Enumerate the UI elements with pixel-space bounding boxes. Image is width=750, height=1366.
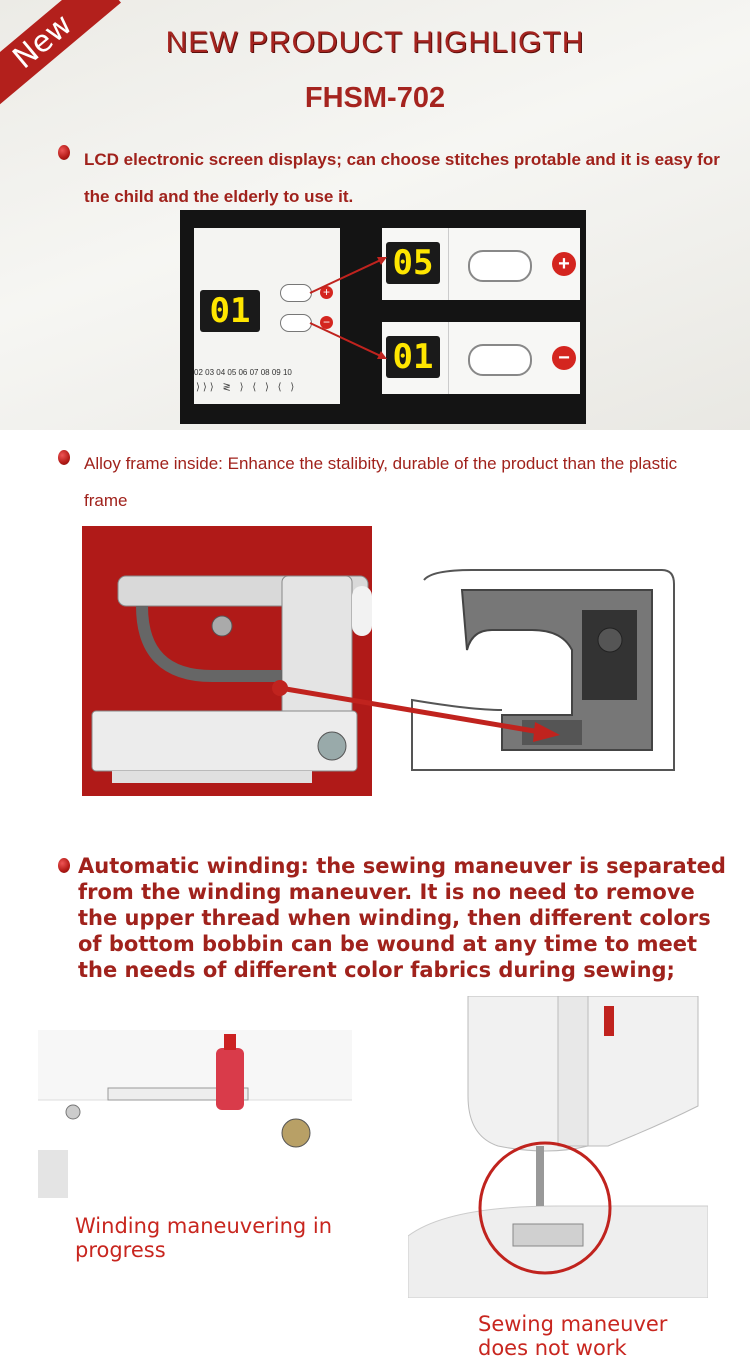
stitch-number-row: 02 03 04 05 06 07 08 09 10 <box>194 368 292 377</box>
zoom-minus-icon: − <box>552 346 576 370</box>
feature-winding-text: Automatic winding: the sewing maneuver is separated from the winding maneuver. It is no need to remove the upper thread when winding, then different colors of bottom bobbin can be wound at any time to meet the needs of different color fabrics during sewing; <box>78 854 726 982</box>
winding-caption: Winding maneuvering in progress <box>75 1214 333 1262</box>
frame-arrow <box>0 640 750 840</box>
winding-photo <box>38 1030 352 1198</box>
page-title: NEW PRODUCT HIGHLIGTH <box>165 26 585 59</box>
bullet-icon <box>58 450 70 465</box>
model-name: FHSM-702 <box>304 82 446 114</box>
sewing-photo <box>408 996 708 1298</box>
up-lcd-display: 05 <box>386 242 440 284</box>
sewing-caption: Sewing maneuver does not work <box>478 1312 668 1360</box>
plus-icon: + <box>320 286 333 299</box>
down-lcd-display: 01 <box>386 336 440 378</box>
feature-lcd-text: LCD electronic screen displays; can choose stitches protable and it is easy for the child and the elderly to use it. <box>84 150 720 206</box>
main-lcd-display: 01 <box>200 290 260 332</box>
stitch-patterns: ⟩⟩⟩ ≷ ⟩ ⟨ ⟩ ⟨ ⟩ <box>196 382 298 393</box>
bullet-icon <box>58 145 70 160</box>
callout-arrows <box>180 210 586 424</box>
new-badge: New <box>0 0 121 112</box>
zoom-plus-icon: + <box>552 252 576 276</box>
feature-frame-text: Alloy frame inside: Enhance the stalibity, durable of the product than the plastic frame <box>84 454 678 510</box>
winding-drawing <box>38 1030 352 1198</box>
minus-icon: − <box>320 316 333 329</box>
sewing-drawing <box>408 996 708 1298</box>
lcd-panel-illustration <box>180 210 586 424</box>
bullet-icon <box>58 858 70 873</box>
